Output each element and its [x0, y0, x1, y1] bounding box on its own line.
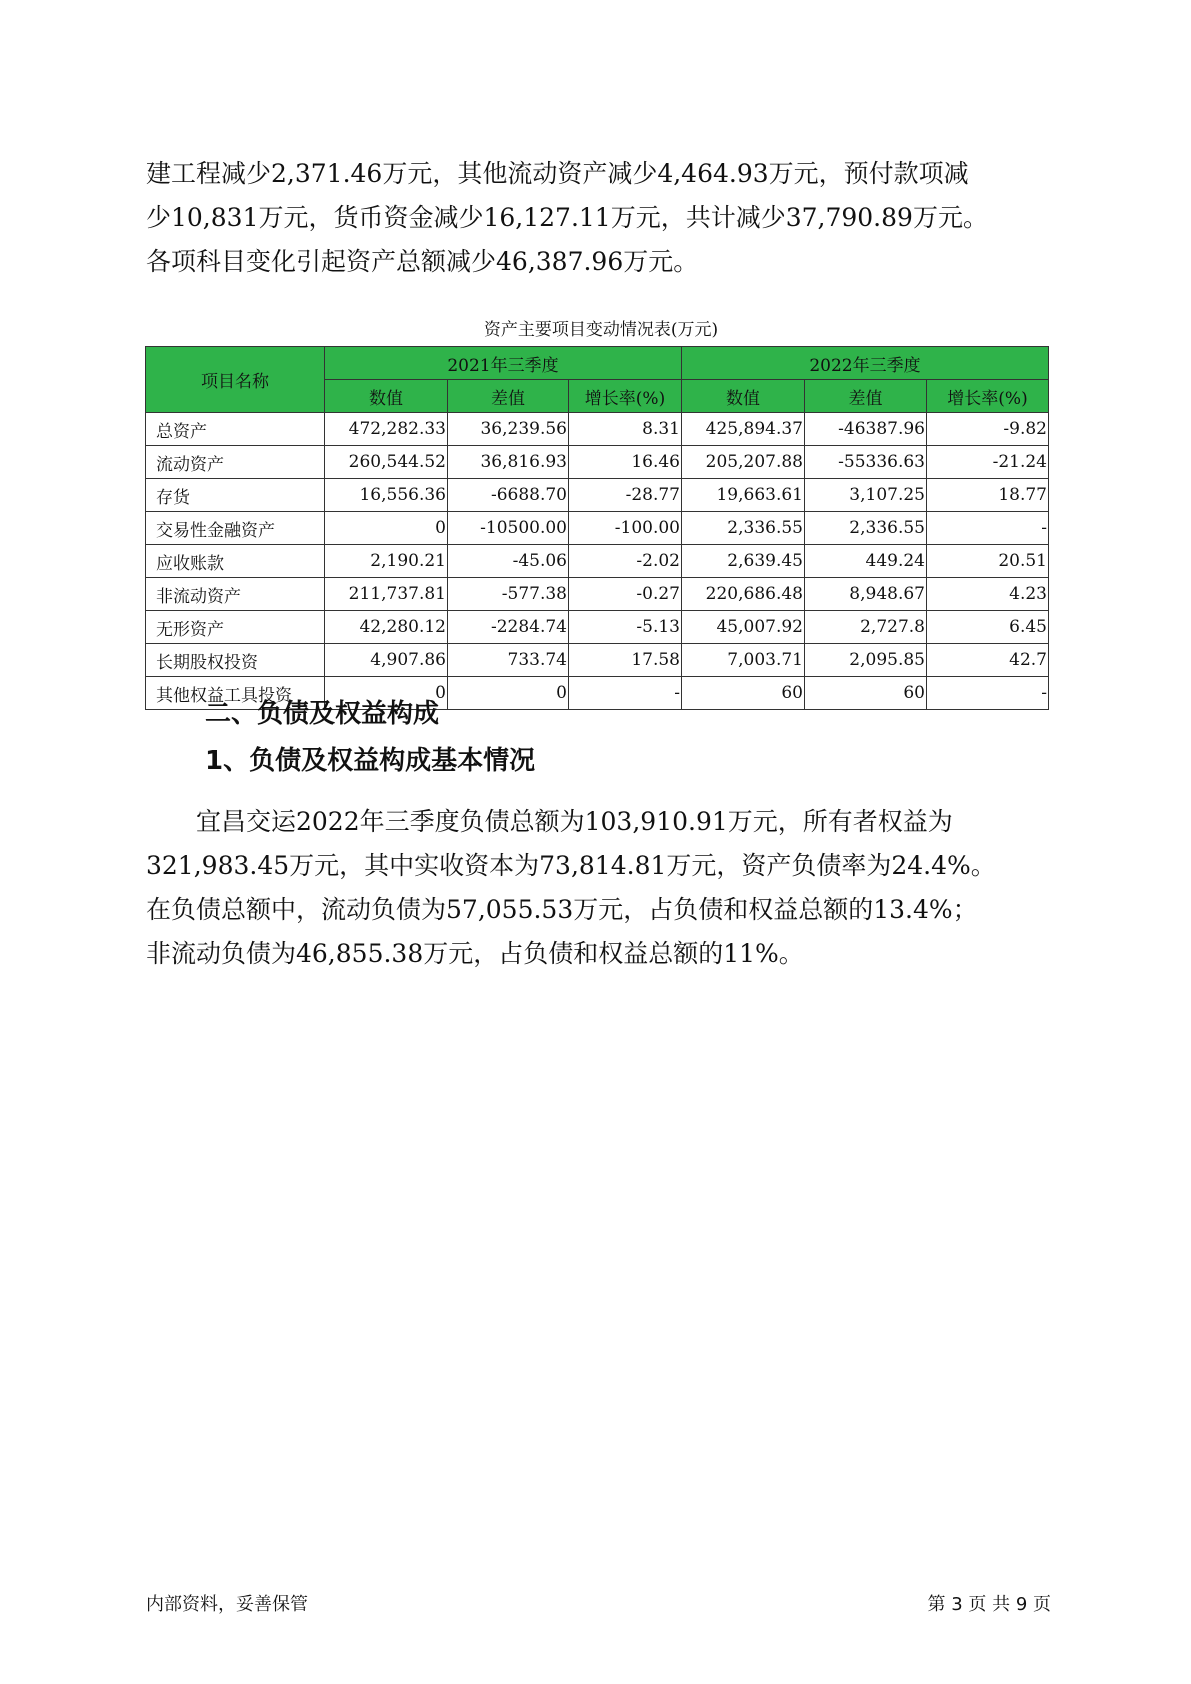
intro-line: 各项科目变化引起资产总额减少46,387.96万元。 — [146, 247, 699, 276]
row-item-name: 长期股权投资 — [146, 644, 325, 677]
cell-r2: -9.82 — [927, 413, 1049, 446]
cell-d1: 0 — [448, 677, 569, 710]
header-value: 数值 — [682, 380, 805, 413]
cell-v2: 220,686.48 — [682, 578, 805, 611]
header-period-2022: 2022年三季度 — [682, 347, 1049, 380]
cell-v1: 42,280.12 — [325, 611, 448, 644]
liability-line: 宜昌交运2022年三季度负债总额为103,910.91万元，所有者权益为 — [196, 807, 953, 836]
cell-d1: 733.74 — [448, 644, 569, 677]
cell-r2: - — [927, 512, 1049, 545]
cell-v2: 45,007.92 — [682, 611, 805, 644]
table-row — [146, 611, 1049, 644]
cell-v2: 205,207.88 — [682, 446, 805, 479]
intro-line: 少10,831万元，货币资金减少16,127.11万元，共计减少37,790.89万元。 — [146, 203, 988, 232]
row-item-name: 非流动资产 — [146, 578, 325, 611]
cell-r1: -100.00 — [569, 512, 682, 545]
footer-confidential-note: 内部资料，妥善保管 — [146, 1594, 308, 1615]
cell-d2: 2,095.85 — [805, 644, 927, 677]
cell-r1: -2.02 — [569, 545, 682, 578]
cell-d1: -45.06 — [448, 545, 569, 578]
cell-r2: 6.45 — [927, 611, 1049, 644]
cell-r1: -0.27 — [569, 578, 682, 611]
header-value: 数值 — [325, 380, 448, 413]
cell-d1: -2284.74 — [448, 611, 569, 644]
cell-d2: -46387.96 — [805, 413, 927, 446]
cell-r1: 8.31 — [569, 413, 682, 446]
cell-d1: 36,239.56 — [448, 413, 569, 446]
footer-page-number: 第 3 页 共 9 页 — [927, 1594, 1051, 1615]
header-rate: 增长率(%) — [927, 380, 1049, 413]
table-row — [146, 479, 1049, 512]
cell-r2: -21.24 — [927, 446, 1049, 479]
cell-r2: 42.7 — [927, 644, 1049, 677]
liability-line: 在负债总额中，流动负债为57,055.53万元，占负债和权益总额的13.4%； — [146, 895, 978, 924]
cell-d2: 3,107.25 — [805, 479, 927, 512]
table-caption: 资产主要项目变动情况表(万元) — [483, 320, 719, 340]
cell-v1: 0 — [325, 677, 448, 710]
row-item-name: 无形资产 — [146, 611, 325, 644]
cell-v1: 0 — [325, 512, 448, 545]
table-row — [146, 545, 1049, 578]
cell-d2: 60 — [805, 677, 927, 710]
table-row — [146, 446, 1049, 479]
cell-v1: 16,556.36 — [325, 479, 448, 512]
cell-v1: 260,544.52 — [325, 446, 448, 479]
liability-line: 321,983.45万元，其中实收资本为73,814.81万元，资产负债率为24.4%。 — [146, 851, 996, 880]
liability-line: 非流动负债为46,855.38万元，占负债和权益总额的11%。 — [146, 939, 804, 968]
asset-change-table — [145, 346, 1049, 710]
cell-r1: 17.58 — [569, 644, 682, 677]
header-period-2021: 2021年三季度 — [325, 347, 682, 380]
cell-d2: -55336.63 — [805, 446, 927, 479]
row-item-name: 交易性金融资产 — [146, 512, 325, 545]
cell-d1: -577.38 — [448, 578, 569, 611]
table-row — [146, 644, 1049, 677]
cell-d1: 36,816.93 — [448, 446, 569, 479]
row-item-name: 应收账款 — [146, 545, 325, 578]
cell-v1: 472,282.33 — [325, 413, 448, 446]
table-row — [146, 512, 1049, 545]
cell-r1: 16.46 — [569, 446, 682, 479]
cell-v2: 2,336.55 — [682, 512, 805, 545]
cell-r2: 20.51 — [927, 545, 1049, 578]
cell-r1: -28.77 — [569, 479, 682, 512]
cell-v1: 2,190.21 — [325, 545, 448, 578]
cell-v1: 211,737.81 — [325, 578, 448, 611]
cell-r2: - — [927, 677, 1049, 710]
cell-r1: - — [569, 677, 682, 710]
table-row — [146, 578, 1049, 611]
header-item-name: 项目名称 — [146, 347, 325, 413]
section-heading: 二、负债及权益构成 — [205, 699, 440, 729]
intro-line: 建工程减少2,371.46万元，其他流动资产减少4,464.93万元，预付款项减 — [146, 159, 969, 188]
row-item-name: 存货 — [146, 479, 325, 512]
row-item-name: 其他权益工具投资 — [146, 677, 325, 710]
cell-v1: 4,907.86 — [325, 644, 448, 677]
header-diff: 差值 — [448, 380, 569, 413]
cell-d1: -10500.00 — [448, 512, 569, 545]
cell-v2: 2,639.45 — [682, 545, 805, 578]
row-item-name: 总资产 — [146, 413, 325, 446]
cell-v2: 60 — [682, 677, 805, 710]
cell-v2: 19,663.61 — [682, 479, 805, 512]
cell-v2: 425,894.37 — [682, 413, 805, 446]
header-rate: 增长率(%) — [569, 380, 682, 413]
row-item-name: 流动资产 — [146, 446, 325, 479]
cell-r2: 18.77 — [927, 479, 1049, 512]
cell-d2: 2,336.55 — [805, 512, 927, 545]
cell-d2: 2,727.8 — [805, 611, 927, 644]
intro-paragraph — [146, 152, 1056, 284]
cell-r2: 4.23 — [927, 578, 1049, 611]
liability-paragraph — [146, 800, 1056, 976]
cell-r1: -5.13 — [569, 611, 682, 644]
section-subheading: 1、负债及权益构成基本情况 — [205, 746, 536, 776]
cell-v2: 7,003.71 — [682, 644, 805, 677]
header-diff: 差值 — [805, 380, 927, 413]
cell-d2: 8,948.67 — [805, 578, 927, 611]
cell-d2: 449.24 — [805, 545, 927, 578]
table-row — [146, 413, 1049, 446]
cell-d1: -6688.70 — [448, 479, 569, 512]
